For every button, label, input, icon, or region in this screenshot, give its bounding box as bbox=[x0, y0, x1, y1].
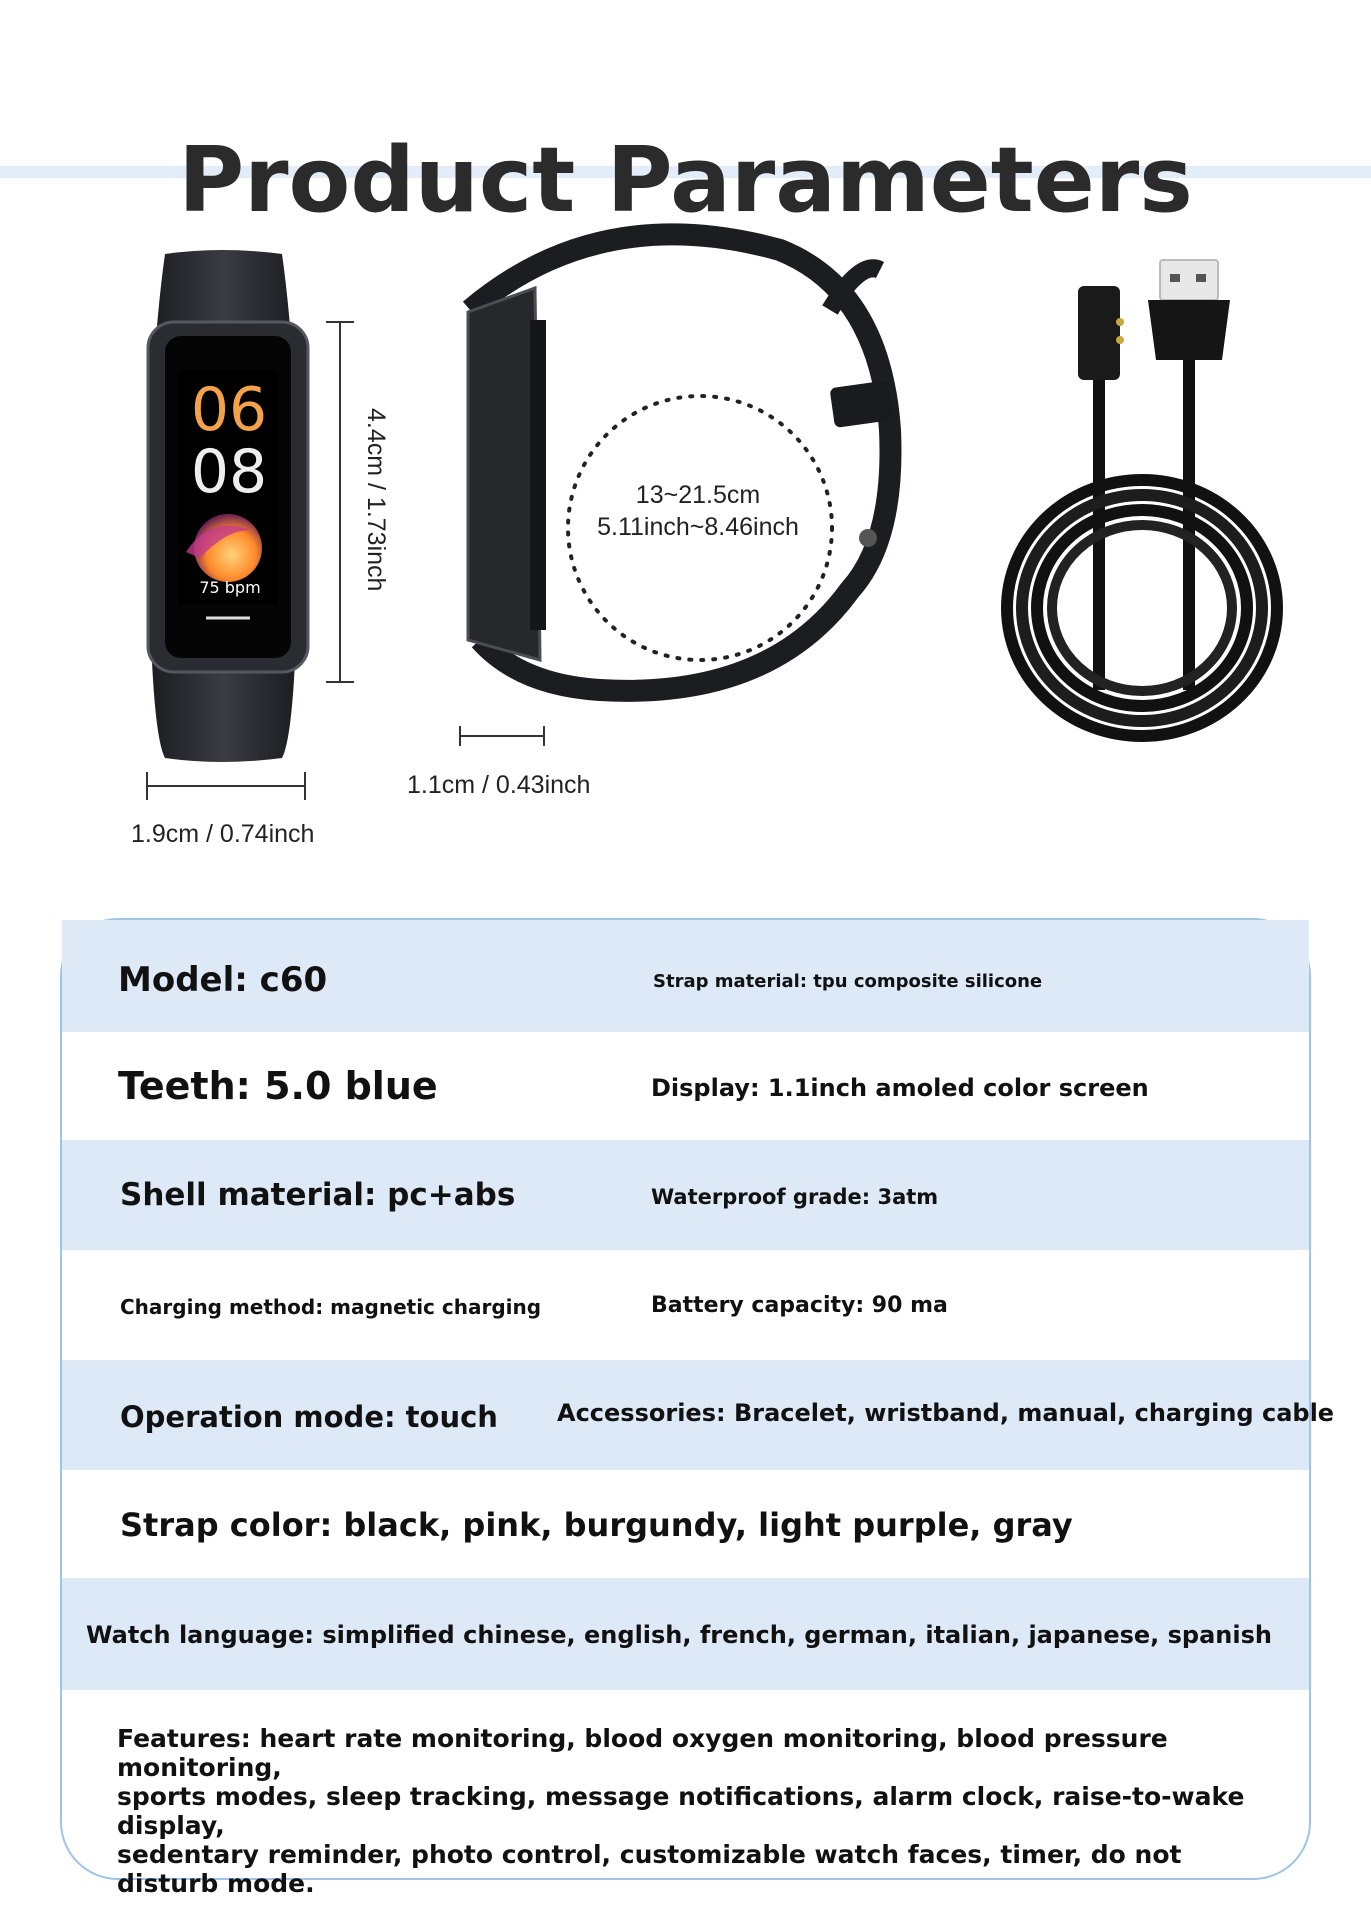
spec-strap-color: Strap color: black, pink, burgundy, light purple, gray bbox=[120, 1506, 1073, 1544]
width-dimension-line bbox=[147, 772, 305, 800]
spec-features: Features: heart rate monitoring, blood oxygen monitoring, blood pressure monitoring, sports modes, sleep tracking, message notifications, alarm clock, raise-to-wake display, sedentary reminder, photo control, customizable watch faces, timer, do not disturb mode. bbox=[117, 1724, 1245, 1898]
width-label: 1.9cm / 0.74inch bbox=[131, 820, 315, 848]
product-illustration bbox=[0, 230, 1371, 870]
spec-table bbox=[60, 918, 1335, 1898]
thickness-label: 1.1cm / 0.43inch bbox=[407, 771, 591, 799]
spec-display: Display: 1.1inch amoled color screen bbox=[651, 1074, 1149, 1102]
spec-row bbox=[62, 920, 1309, 1032]
charging-cable-image bbox=[1007, 260, 1277, 736]
spec-row bbox=[62, 1470, 1309, 1578]
thickness-dimension-line bbox=[460, 726, 544, 746]
spec-watch-language: Watch language: simplified chinese, english, french, german, italian, japanese, spanish bbox=[86, 1621, 1272, 1649]
wrist-range-inch-label: 5.11inch~8.46inch bbox=[597, 513, 799, 541]
watch-minute-text: 08 bbox=[190, 437, 268, 507]
spec-row bbox=[62, 1032, 1309, 1140]
spec-accessories: Accessories: Bracelet, wristband, manual, charging cable bbox=[557, 1399, 1335, 1427]
length-dimension-line bbox=[326, 322, 354, 682]
spec-row bbox=[62, 1250, 1309, 1360]
spec-bluetooth: Teeth: 5.0 blue bbox=[118, 1064, 438, 1108]
spec-battery: Battery capacity: 90 ma bbox=[651, 1293, 948, 1318]
watch-hour-text: 06 bbox=[190, 375, 268, 445]
spec-row bbox=[62, 1578, 1309, 1690]
spec-waterproof: Waterproof grade: 3atm bbox=[651, 1185, 939, 1209]
wrist-range-cm-label: 13~21.5cm bbox=[635, 481, 761, 509]
spec-shell-material: Shell material: pc+abs bbox=[120, 1177, 516, 1213]
spec-row bbox=[62, 1140, 1309, 1250]
spec-strap-material: Strap material: tpu composite silicone bbox=[653, 971, 1043, 992]
watch-side-image bbox=[468, 234, 894, 690]
spec-row bbox=[62, 1360, 1335, 1470]
page-title: Product Parameters bbox=[178, 128, 1193, 233]
watch-heart-rate-text: 75 bpm bbox=[199, 578, 261, 597]
spec-operation-mode: Operation mode: touch bbox=[120, 1400, 498, 1434]
spec-model: Model: c60 bbox=[118, 960, 328, 1000]
length-label: 4.4cm / 1.73inch bbox=[362, 408, 390, 592]
spec-charging-method: Charging method: magnetic charging bbox=[120, 1295, 542, 1319]
